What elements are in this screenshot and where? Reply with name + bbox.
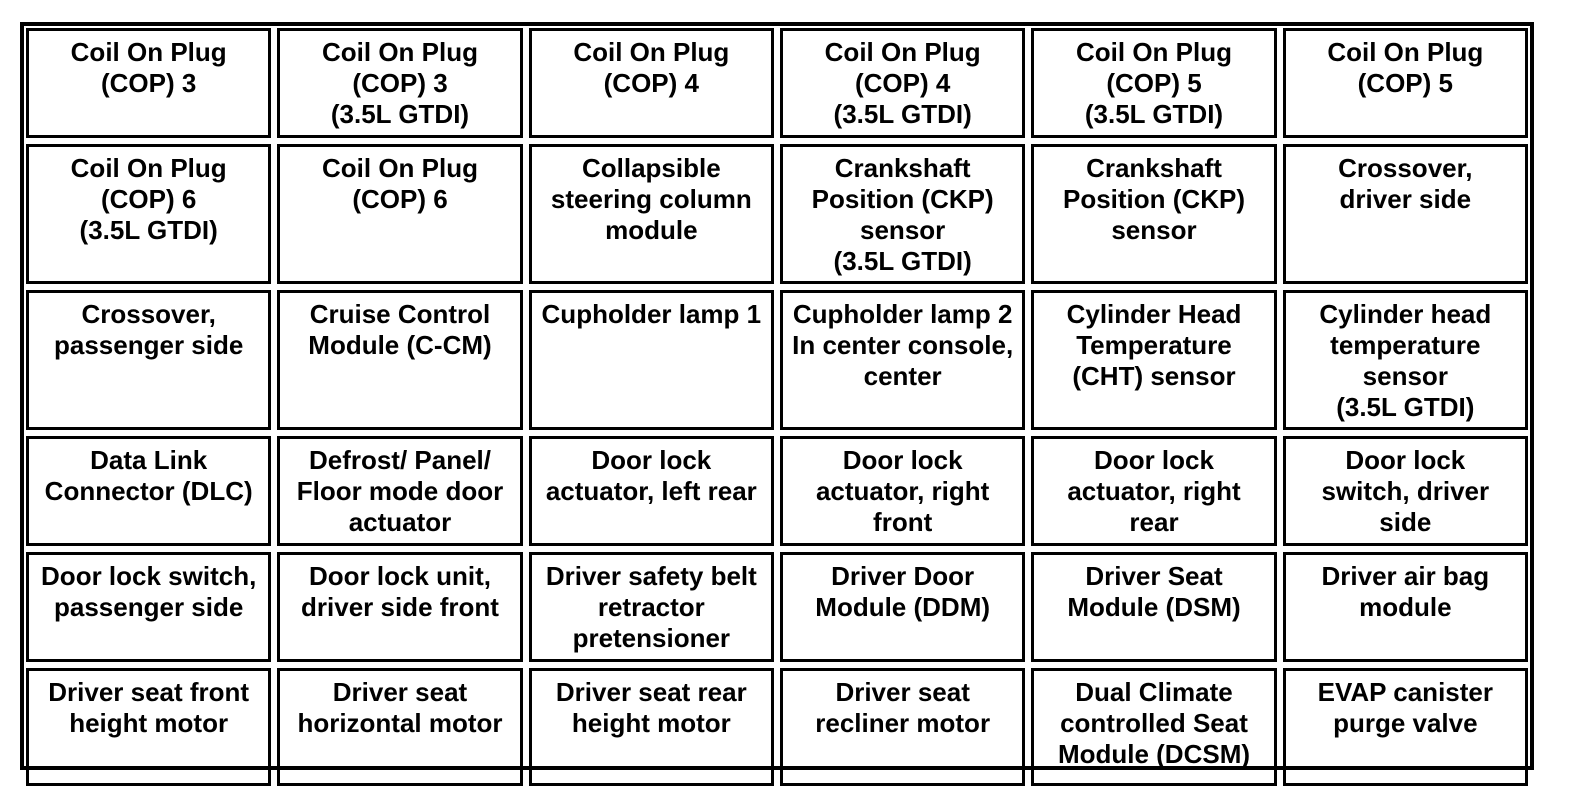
table-cell: [1031, 144, 1276, 284]
cell-label: Door lock actuator, left rear: [545, 445, 757, 506]
component-table: [20, 22, 1534, 770]
table-cell: [26, 436, 271, 546]
cell-label: Driver seat front height motor: [48, 677, 250, 738]
cell-label: Crossover, driver side: [1338, 153, 1473, 214]
table-cell: [1283, 668, 1528, 786]
cell-label: Driver safety belt retractor pretensioner: [545, 561, 757, 653]
cell-label: Defrost/ Panel/ Floor mode door actuator: [296, 445, 504, 537]
cell-label: Door lock actuator, right front: [815, 445, 990, 537]
cell-label: Coil On Plug (COP) 5 (3.5L GTDI): [1075, 37, 1232, 129]
cell-label: Crankshaft Position (CKP) sensor (3.5L GTDI): [811, 153, 994, 276]
table-cell: [277, 28, 522, 138]
cell-label: Driver seat recliner motor: [815, 677, 991, 738]
table-cell: [1283, 144, 1528, 284]
cell-label: Driver air bag module: [1321, 561, 1490, 622]
table-cell: [1031, 436, 1276, 546]
table-cell: [529, 290, 774, 430]
table-cell: [1283, 552, 1528, 662]
table-cell: [26, 28, 271, 138]
cell-label: Cylinder Head Temperature (CHT) sensor: [1066, 299, 1242, 391]
cell-label: Door lock actuator, right rear: [1067, 445, 1241, 537]
table-cell: [1031, 290, 1276, 430]
cell-label: Coil On Plug (COP) 6: [321, 153, 478, 214]
cell-label: EVAP canister purge valve: [1317, 677, 1493, 738]
cell-label: Driver seat horizontal motor: [297, 677, 503, 738]
cell-label: Door lock switch, passenger side: [41, 561, 257, 622]
cell-label: Coil On Plug (COP) 4: [573, 37, 730, 98]
table-cell: [1031, 28, 1276, 138]
table-cell: [780, 290, 1025, 430]
table-cell: [529, 668, 774, 786]
table-cell: [1031, 552, 1276, 662]
table-cell: [277, 552, 522, 662]
component-grid: [26, 28, 1528, 769]
cell-label: Cupholder lamp 2 In center console, center: [792, 299, 1014, 391]
table-cell: [1283, 28, 1528, 138]
cell-label: Door lock unit, driver side front: [301, 561, 499, 622]
table-cell: [1283, 290, 1528, 430]
cell-label: Coil On Plug (COP) 5: [1327, 37, 1484, 98]
table-cell: [277, 290, 522, 430]
table-cell: [277, 436, 522, 546]
cell-label: Driver Seat Module (DSM): [1067, 561, 1241, 622]
table-cell: [26, 290, 271, 430]
cell-label: Collapsible steering column module: [550, 153, 752, 245]
cell-label: Crossover, passenger side: [54, 299, 244, 360]
table-cell: [529, 28, 774, 138]
cell-label: Cylinder head temperature sensor (3.5L GTDI): [1319, 299, 1492, 422]
cell-label: Coil On Plug (COP) 6 (3.5L GTDI): [70, 153, 227, 245]
table-cell: [529, 144, 774, 284]
table-cell: [780, 28, 1025, 138]
cell-label: Data Link Connector (DLC): [44, 445, 253, 506]
table-cell: [780, 552, 1025, 662]
table-cell: [277, 668, 522, 786]
table-cell: [780, 436, 1025, 546]
table-cell: [1031, 668, 1276, 786]
table-cell: [1283, 436, 1528, 546]
cell-label: Dual Climate controlled Seat Module (DCSM): [1057, 677, 1251, 769]
table-cell: [277, 144, 522, 284]
table-cell: [26, 552, 271, 662]
table-cell: [26, 144, 271, 284]
cell-label: Driver Door Module (DDM): [815, 561, 991, 622]
cell-label: Cruise Control Module (C-CM): [308, 299, 492, 360]
table-cell: [780, 668, 1025, 786]
table-cell: [529, 552, 774, 662]
cell-label: Crankshaft Position (CKP) sensor: [1062, 153, 1245, 245]
table-cell: [529, 436, 774, 546]
table-cell: [26, 668, 271, 786]
cell-label: Cupholder lamp 1: [541, 299, 762, 329]
cell-label: Driver seat rear height motor: [555, 677, 747, 738]
cell-label: Coil On Plug (COP) 4 (3.5L GTDI): [824, 37, 981, 129]
table-cell: [780, 144, 1025, 284]
cell-label: Coil On Plug (COP) 3: [70, 37, 227, 98]
cell-label: Coil On Plug (COP) 3 (3.5L GTDI): [321, 37, 478, 129]
cell-label: Door lock switch, driver side: [1321, 445, 1490, 537]
